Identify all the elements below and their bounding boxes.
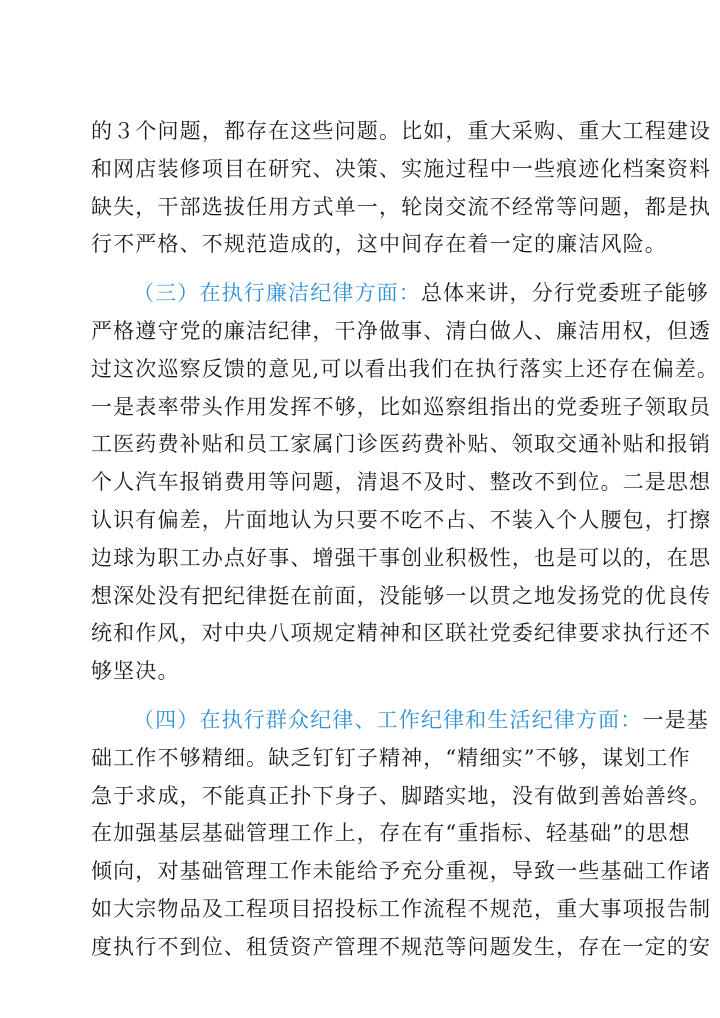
paragraph-line: 缺失，干部选拔任用方式单一，轮岗交流不经常等问题，都是执 (91, 194, 712, 219)
paragraph-line: 和网店装修项目在研究、决策、实施过程中一些痕迹化档案资料 (91, 156, 712, 181)
paragraph-line: 础工作不够精细。缺乏钉钉子精神，“精细实”不够，谋划工作 (91, 745, 691, 770)
paragraph-line: 在加强基层基础管理工作上，存在有“重指标、轻基础”的思想 (91, 821, 691, 846)
section-heading: （四）在执行群众纪律、工作纪律和生活纪律方面： (133, 707, 643, 732)
paragraph-line: 想深处没有把纪律挺在前面，没能够一以贯之地发扬党的优良传 (91, 583, 712, 608)
paragraph-line: 过这次巡察反馈的意见,可以看出我们在执行落实上还存在偏差。 (91, 356, 720, 381)
paragraph-mass-work-life-discipline (91, 702, 712, 967)
paragraph-line: 急于求成，不能真正扑下身子、脚踏实地，没有做到善始善终。 (91, 783, 712, 808)
paragraph-first-line (91, 702, 709, 740)
paragraph-first-line (91, 275, 709, 313)
paragraph-integrity-discipline (91, 275, 720, 691)
paragraph-line: 如大宗物品及工程项目招投标工作流程不规范，重大事项报告制 (91, 896, 712, 921)
paragraph-line: 够坚决。 (91, 659, 180, 684)
paragraph-line: 的３个问题，都存在这些问题。比如，重大采购、重大工程建设 (91, 119, 712, 143)
heading-continuation: 总体来讲，分行党委班子能够 (420, 281, 709, 306)
paragraph-line: 个人汽车报销费用等问题，清退不及时、整改不到位。二是思想 (91, 470, 712, 495)
paragraph-line: 边球为职工办点好事、增强干事创业积极性，也是可以的，在思 (91, 545, 712, 570)
paragraph-line: 统和作风，对中央八项规定精神和区联社党委纪律要求执行还不 (91, 621, 712, 646)
paragraph-continuation (91, 113, 712, 264)
paragraph-line: 行不严格、不规范造成的，这中间存在着一定的廉洁风险。 (91, 232, 667, 257)
paragraph-line: 度执行不到位、租赁资产管理不规范等问题发生，存在一定的安 (91, 934, 712, 959)
heading-continuation: 一是基 (642, 707, 709, 732)
paragraph-line: 倾向，对基础管理工作未能给予充分重视，导致一些基础工作诸 (91, 859, 712, 884)
paragraph-line: 一是表率带头作用发挥不够，比如巡察组指出的党委班子领取员 (91, 394, 712, 419)
paragraph-line: 工医药费补贴和员工家属门诊医药费补贴、领取交通补贴和报销 (91, 432, 712, 457)
paragraph-line: 严格遵守党的廉洁纪律，干净做事、清白做人、廉洁用权，但透 (91, 318, 712, 343)
section-heading: （三）在执行廉洁纪律方面： (133, 281, 421, 306)
document-body (91, 113, 720, 967)
paragraph-line: 认识有偏差，片面地认为只要不吃不占、不装入个人腰包，打擦 (91, 507, 712, 532)
